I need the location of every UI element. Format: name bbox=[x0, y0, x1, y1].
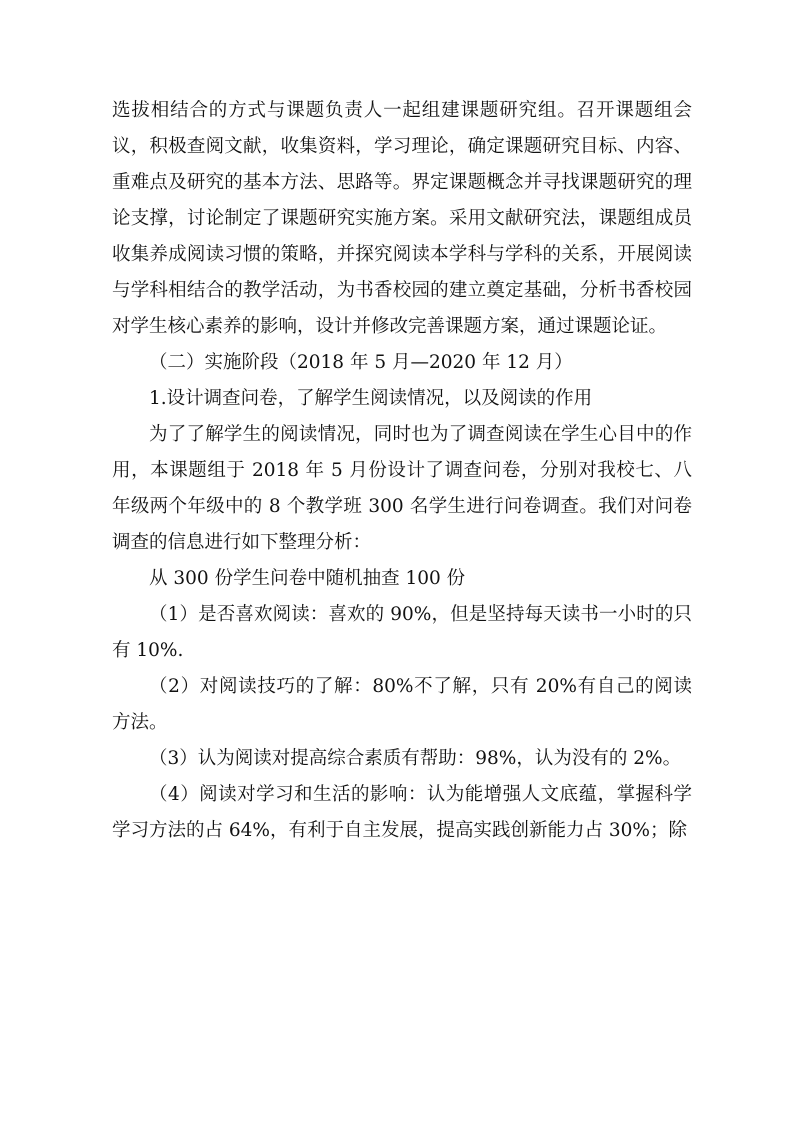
paragraph-sample-note: 从 300 份学生问卷中随机抽查 100 份 bbox=[149, 568, 466, 589]
survey-result-item-3: （3）认为阅读对提高综合素质有帮助：98%，认为没有的 2%。 bbox=[149, 748, 682, 769]
subheading-survey-design: 1.设计调查问卷，了解学生阅读情况，以及阅读的作用 bbox=[149, 388, 593, 409]
paragraph-team-formation: 选拔相结合的方式与课题负责人一起组建课题研究组。召开课题组会议，积极查阅文献，收集资料，学习理论，确定课题研究目标、内容、重难点及研究的基本方法、思路等。界定课题概念并寻找课题研究的理论支撑，讨论制定了课题研究实施方案。采用文献研究法，课题组成员收集养成阅读习惯的策略，并探究阅读本学科与学科的关系，开展阅读与学科相结合的教学活动，为书香校园的建立奠定基础，分析书香校园对学生核心素养的影响，设计并修改完善课题方案，通过课题论证。 bbox=[112, 100, 692, 337]
survey-result-item-2: （2）对阅读技巧的了解：80%不了解，只有 20%有自己的阅读方法。 bbox=[112, 676, 692, 733]
document-body bbox=[112, 93, 692, 849]
survey-result-item-4: （4）阅读对学习和生活的影响：认为能增强人文底蕴，掌握科学学习方法的占 64%，有利于自主发展，提高实践创新能力占 30%；除 bbox=[112, 784, 692, 841]
section-heading-implementation-stage: （二）实施阶段（2018 年 5 月—2020 年 12 月） bbox=[149, 352, 573, 373]
survey-result-item-1: （1）是否喜欢阅读：喜欢的 90%，但是坚持每天读书一小时的只有 10%. bbox=[112, 604, 692, 661]
paragraph-survey-description: 为了了解学生的阅读情况，同时也为了调查阅读在学生心目中的作用，本课题组于 2018 年 5 月份设计了调查问卷，分别对我校七、八年级两个年级中的 8 个教学班 300 名学生进行问卷调查。我们对问卷调查的信息进行如下整理分析： bbox=[112, 424, 692, 553]
